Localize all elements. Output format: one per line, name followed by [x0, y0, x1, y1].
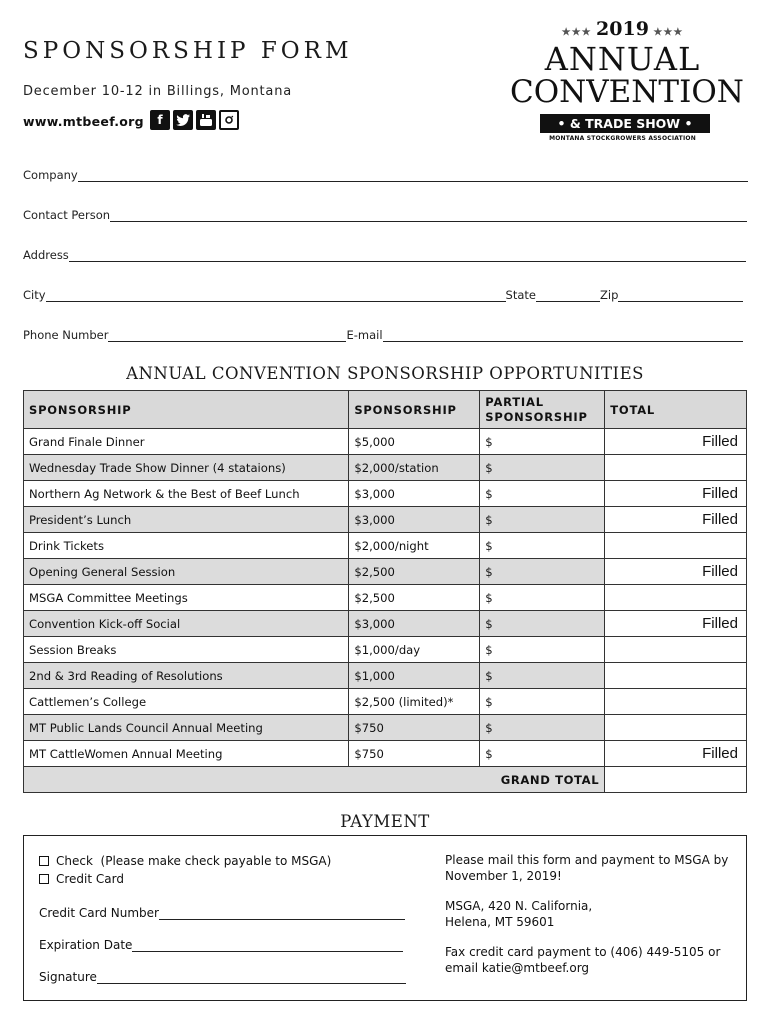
convention-logo — [510, 18, 744, 146]
address-field[interactable]: Address — [23, 248, 746, 262]
check-option[interactable]: Check (Please make check payable to MSGA) — [39, 852, 406, 870]
sponsorship-price: $2,000/night — [349, 533, 480, 559]
signature-field[interactable]: Signature — [39, 966, 406, 984]
payment-instructions — [445, 852, 735, 990]
table-row — [24, 481, 747, 507]
sponsorship-table — [23, 390, 747, 793]
sponsorship-name: MT Public Lands Council Annual Meeting — [24, 715, 349, 741]
grand-total-label: GRAND TOTAL — [24, 767, 605, 793]
instagram-icon[interactable] — [219, 110, 239, 130]
mail-note: Please mail this form and payment to MSGA by November 1, 2019! — [445, 853, 729, 883]
payment-options — [39, 852, 406, 984]
col-partial: PARTIAL SPONSORSHIP — [480, 391, 605, 429]
sponsorship-price: $1,000 — [349, 663, 480, 689]
logo-association: MONTANA STOCKGROWERS ASSOCIATION — [549, 135, 696, 142]
table-row — [24, 715, 747, 741]
sponsorship-price: $3,000 — [349, 507, 480, 533]
total-field[interactable]: Filled — [605, 611, 747, 637]
total-field[interactable]: Filled — [605, 741, 747, 767]
grand-total-row — [24, 767, 747, 793]
table-row — [24, 689, 747, 715]
logo-ribbon: • & TRADE SHOW • — [540, 114, 710, 133]
total-field[interactable] — [605, 663, 747, 689]
sponsorship-name: Convention Kick-off Social — [24, 611, 349, 637]
sponsorship-price: $2,500 — [349, 585, 480, 611]
email-label: E-mail — [346, 328, 383, 342]
table-row — [24, 611, 747, 637]
total-field[interactable]: Filled — [605, 481, 747, 507]
sponsorship-price: $3,000 — [349, 481, 480, 507]
sponsorship-price: $5,000 — [349, 429, 480, 455]
sponsorship-name: Wednesday Trade Show Dinner (4 stataions) — [24, 455, 349, 481]
zip-field[interactable] — [618, 290, 743, 302]
expiration-date-field[interactable]: Expiration Date — [39, 934, 406, 952]
logo-year: ★★★ 2019 ★★★ — [561, 18, 684, 40]
total-field[interactable]: Filled — [605, 507, 747, 533]
col-price: SPONSORSHIP — [349, 391, 480, 429]
sponsorship-price: $750 — [349, 715, 480, 741]
credit-card-checkbox[interactable] — [39, 874, 49, 884]
sponsorship-name: 2nd & 3rd Reading of Resolutions — [24, 663, 349, 689]
partial-sponsorship-field[interactable]: $ — [480, 663, 605, 689]
payment-heading: PAYMENT — [340, 812, 430, 831]
zip-label: Zip — [600, 288, 619, 302]
table-row — [24, 585, 747, 611]
state-field[interactable] — [536, 290, 600, 302]
event-date-location: December 10-12 in Billings, Montana — [23, 84, 293, 99]
partial-sponsorship-field[interactable]: $ — [480, 611, 605, 637]
total-field[interactable]: Filled — [605, 429, 747, 455]
partial-sponsorship-field[interactable]: $ — [480, 689, 605, 715]
logo-annual: ANNUAL — [544, 40, 701, 78]
table-row — [24, 663, 747, 689]
grand-total-field[interactable] — [605, 767, 747, 793]
partial-sponsorship-field[interactable]: $ — [480, 429, 605, 455]
sponsorship-price: $750 — [349, 741, 480, 767]
sponsorship-name: Cattlemen’s College — [24, 689, 349, 715]
opportunities-heading: ANNUAL CONVENTION SPONSORSHIP OPPORTUNITIES — [126, 364, 644, 383]
credit-card-number-field[interactable]: Credit Card Number — [39, 902, 406, 920]
facebook-icon[interactable]: f — [150, 110, 170, 130]
logo-convention: CONVENTION — [510, 74, 744, 110]
sponsorship-price: $3,000 — [349, 611, 480, 637]
sponsorship-name: Grand Finale Dinner — [24, 429, 349, 455]
partial-sponsorship-field[interactable]: $ — [480, 507, 605, 533]
table-row — [24, 429, 747, 455]
table-row — [24, 559, 747, 585]
check-checkbox[interactable] — [39, 856, 49, 866]
table-row — [24, 507, 747, 533]
total-field[interactable] — [605, 637, 747, 663]
partial-sponsorship-field[interactable]: $ — [480, 559, 605, 585]
table-row — [24, 455, 747, 481]
sponsorship-name: MT CattleWomen Annual Meeting — [24, 741, 349, 767]
payment-box — [23, 835, 747, 1001]
col-total: TOTAL — [605, 391, 747, 429]
youtube-icon[interactable] — [196, 110, 216, 130]
partial-sponsorship-field[interactable]: $ — [480, 533, 605, 559]
sponsorship-name: Session Breaks — [24, 637, 349, 663]
form-title: SPONSORSHIP FORM — [23, 38, 353, 64]
partial-sponsorship-field[interactable]: $ — [480, 481, 605, 507]
social-icons — [150, 110, 239, 130]
partial-sponsorship-field[interactable]: $ — [480, 585, 605, 611]
sponsorship-name: President’s Lunch — [24, 507, 349, 533]
phone-field[interactable]: Phone Number E-mail — [23, 328, 743, 342]
sponsorship-name: Northern Ag Network & the Best of Beef Lunch — [24, 481, 349, 507]
total-field[interactable] — [605, 715, 747, 741]
table-row — [24, 741, 747, 767]
sponsorship-name: MSGA Committee Meetings — [24, 585, 349, 611]
table-header-row — [24, 391, 747, 429]
partial-sponsorship-field[interactable]: $ — [480, 455, 605, 481]
total-field[interactable]: Filled — [605, 559, 747, 585]
mail-address: MSGA, 420 N. California, Helena, MT 59601 — [445, 899, 593, 929]
table-row — [24, 533, 747, 559]
website-link[interactable]: www.mtbeef.org — [23, 114, 144, 129]
sponsorship-name: Opening General Session — [24, 559, 349, 585]
total-field[interactable] — [605, 689, 747, 715]
sponsorship-price: $2,500 — [349, 559, 480, 585]
company-field[interactable]: Company — [23, 168, 748, 182]
partial-sponsorship-field[interactable]: $ — [480, 715, 605, 741]
state-label: State — [505, 288, 536, 302]
credit-card-option[interactable]: Credit Card — [39, 870, 406, 888]
partial-sponsorship-field[interactable]: $ — [480, 741, 605, 767]
sponsorship-name: Drink Tickets — [24, 533, 349, 559]
sponsorship-price: $2,500 (limited)* — [349, 689, 480, 715]
total-field[interactable] — [605, 455, 747, 481]
col-sponsorship: SPONSORSHIP — [24, 391, 349, 429]
contact-person-field[interactable]: Contact Person — [23, 208, 747, 222]
total-field[interactable] — [605, 585, 747, 611]
email-field[interactable] — [383, 330, 743, 342]
sponsorship-price: $2,000/station — [349, 455, 480, 481]
total-field[interactable] — [605, 533, 747, 559]
table-row — [24, 637, 747, 663]
sponsorship-price: $1,000/day — [349, 637, 480, 663]
fax-note: Fax credit card payment to (406) 449-5105 or email katie@mtbeef.org — [445, 945, 721, 975]
twitter-icon[interactable] — [173, 110, 193, 130]
partial-sponsorship-field[interactable]: $ — [480, 637, 605, 663]
city-field[interactable]: City State Zip — [23, 288, 743, 302]
